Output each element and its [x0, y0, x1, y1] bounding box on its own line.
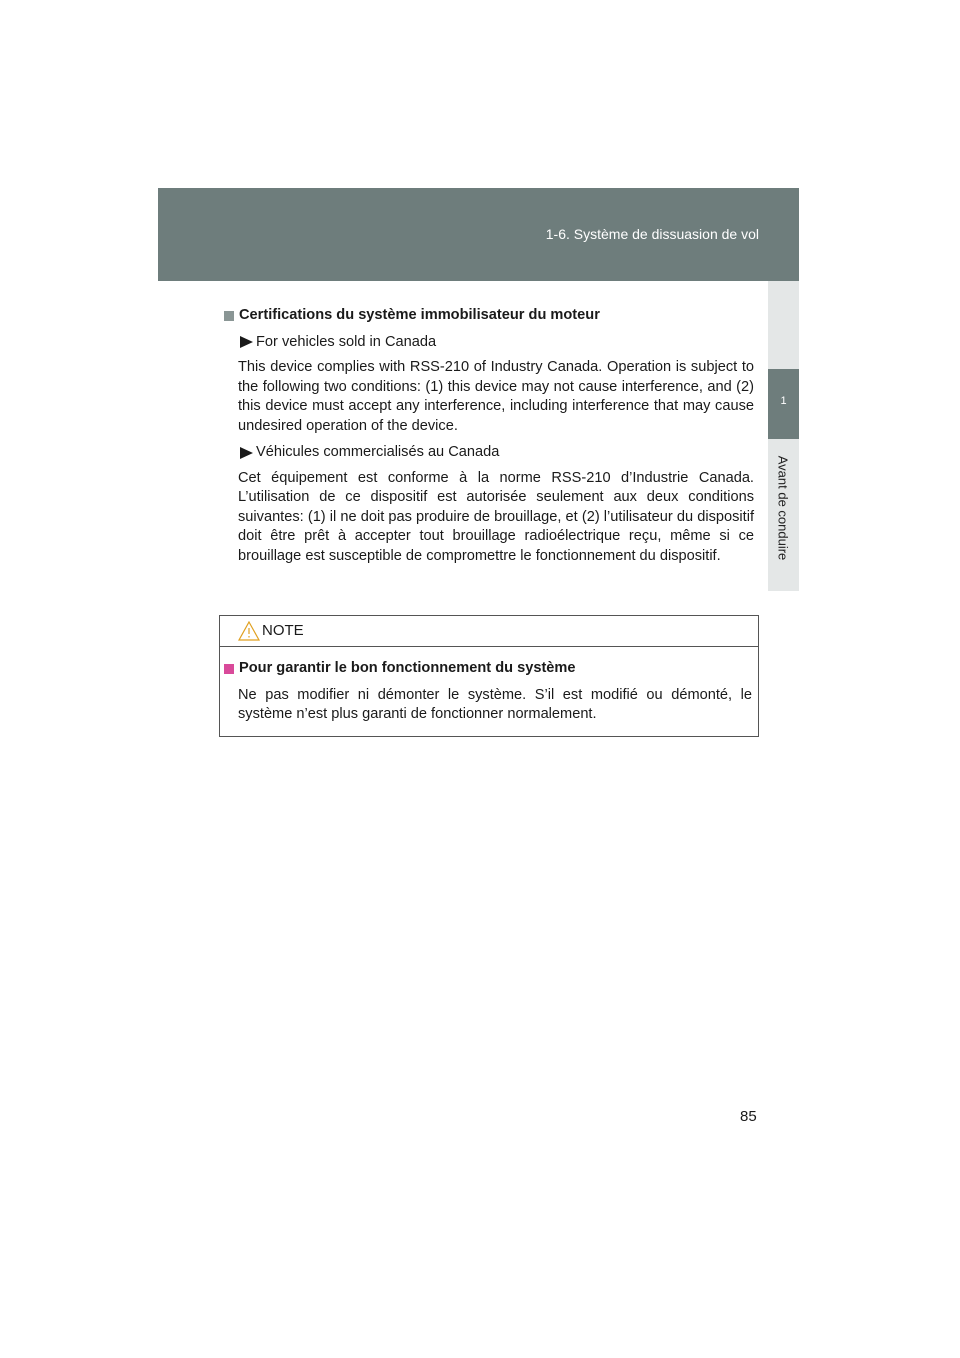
- note-heading-text: Pour garantir le bon fonctionnement du système: [239, 660, 576, 676]
- section-title: 1-6. Système de dissuasion de vol: [545, 226, 759, 242]
- square-bullet-icon: [224, 664, 234, 674]
- section-heading-text: Certifications du système immobilisateur du moteur: [239, 307, 600, 323]
- paragraph-english: This device complies with RSS-210 of Industry Canada. Operation is subject to the following two conditions: (1) this device may not cause interference, and (2) this device must accept any interference, including interference that may cause undesired operation of the device.: [238, 359, 754, 434]
- note-heading: [224, 659, 752, 679]
- region-bullet-canada-fr: [224, 443, 754, 463]
- note-box: [219, 615, 759, 737]
- chapter-number: 1: [780, 395, 787, 407]
- triangle-arrow-icon: [240, 336, 253, 348]
- region-bullet-canada-en: [224, 333, 754, 353]
- note-body: [220, 647, 758, 725]
- warning-triangle-icon: [238, 621, 260, 641]
- paragraph-french: Cet équipement est conforme à la norme RSS-210 d’Industrie Canada. L’utilisation de ce dispositif est autorisée seulement aux deux conditions suivantes: (1) il ne doit pas produire de brouillage, et (2) l’utilisateur du dispositif doit être prêt à accepter tout brouillage radioélectrique reçu, même si ce brouillage est susceptible de compromettre le fonctionnement du dispositif.: [238, 469, 754, 564]
- main-content: [224, 306, 754, 566]
- header-bar: [158, 188, 799, 281]
- page-number: 85: [740, 1108, 757, 1125]
- chapter-tab: [768, 369, 799, 439]
- note-paragraph: Ne pas modifier ni démonter le système. S’il est modifié ou démonté, le système n’est plus garanti de fonctionner normalement.: [238, 686, 752, 722]
- note-label: NOTE: [262, 622, 304, 639]
- bullet-text: For vehicles sold in Canada: [256, 333, 437, 350]
- chapter-label: Avant de conduire: [775, 455, 791, 561]
- triangle-arrow-icon: [240, 447, 253, 459]
- bullet-text: Véhicules commercialisés au Canada: [256, 444, 500, 460]
- section-heading: [224, 306, 754, 326]
- note-header: [220, 616, 758, 647]
- square-bullet-icon: [224, 311, 234, 321]
